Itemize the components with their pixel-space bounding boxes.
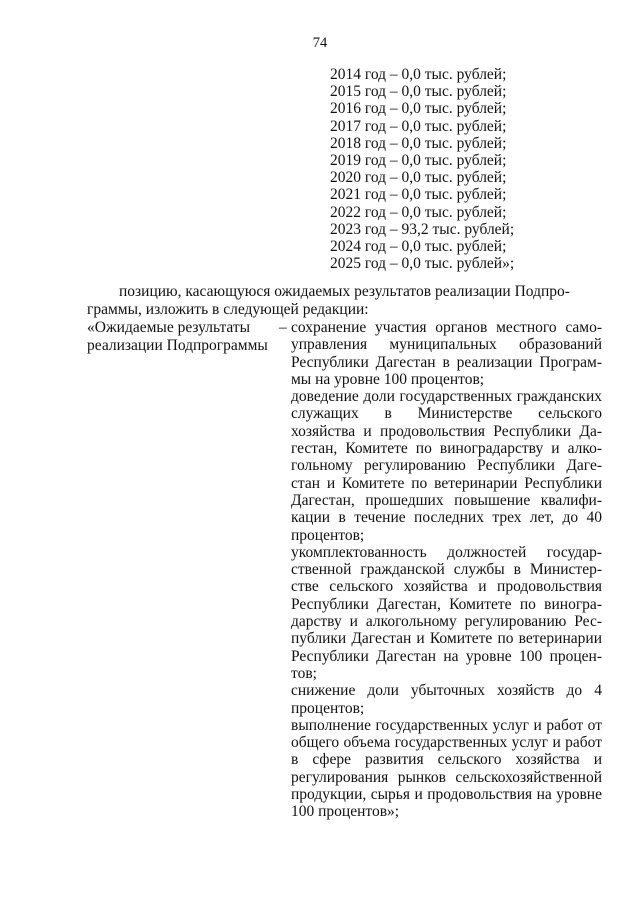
intro-line: граммы, изложить в следующей редакции:	[87, 300, 369, 318]
year-line: 2014 год – 0,0 тыс. рублей;	[330, 66, 507, 83]
year-line: 2025 год – 0,0 тыс. рублей»;	[330, 255, 515, 273]
result-item: выполнение государственных услуг и работ от общего объема государственных услуг и работ в сфере развития сельского хозяйства и регулирования рынков сельскохозяйственной продукции, сырья и продовольствия на уровне 100 процентов»;	[291, 716, 602, 821]
result-item: снижение доли убыточных хозяйств до 4 процентов;	[291, 682, 602, 717]
year-line: 2016 год – 0,0 тыс. рублей;	[330, 100, 507, 118]
year-line: 2017 год – 0,0 тыс. рублей;	[330, 117, 507, 135]
year-line: 2023 год – 93,2 тыс. рублей;	[330, 220, 515, 238]
result-item: сохранение участия органов местного самоуправления муниципальных образований Республики Дагестан в реализации Программы на уровне 100 процентов;	[291, 319, 602, 388]
intro-line: позицию, касающуюся ожидаемых результатов реализации Подпро-	[119, 283, 570, 300]
result-item: доведение доли государственных гражданских служащих в Министерстве сельского хозяйства и продовольствия Республики Дагестан, Комитете по виноградарству и алкогольному регулированию Республики Дагестан и Комитете по ветеринарии Республики Дагестан, прошедших повышение квалификации в течение последних трех лет, до 40 процентов;	[291, 388, 602, 544]
dash-separator: –	[279, 319, 287, 336]
position-label-line: «Ожидаемые результаты	[87, 319, 251, 336]
year-line: 2021 год – 0,0 тыс. рублей;	[330, 186, 507, 204]
result-item: укомплектованность должностей государственной гражданской службы в Министерстве сельского хозяйства и продовольствия Республики Дагестан, Комитете по виноградарству и алкогольному регулированию Республики Дагестан и Комитете по ветеринарии Республики Дагестан на уровне 100 процентов;	[291, 543, 602, 682]
year-line: 2018 год – 0,0 тыс. рублей;	[330, 134, 507, 152]
intro-paragraph	[87, 283, 602, 318]
year-line: 2024 год – 0,0 тыс. рублей;	[330, 238, 507, 256]
year-line: 2022 год – 0,0 тыс. рублей;	[330, 203, 507, 221]
year-line: 2020 год – 0,0 тыс. рублей;	[330, 169, 507, 187]
year-line: 2015 год – 0,0 тыс. рублей;	[330, 83, 507, 101]
position-label-line: реализации Подпрограммы	[87, 336, 268, 354]
page-number: 74	[312, 35, 328, 51]
funding-by-year-list	[330, 66, 514, 272]
year-line: 2019 год – 0,0 тыс. рублей;	[330, 152, 507, 170]
expected-results-list	[279, 319, 602, 821]
position-label	[87, 319, 277, 354]
